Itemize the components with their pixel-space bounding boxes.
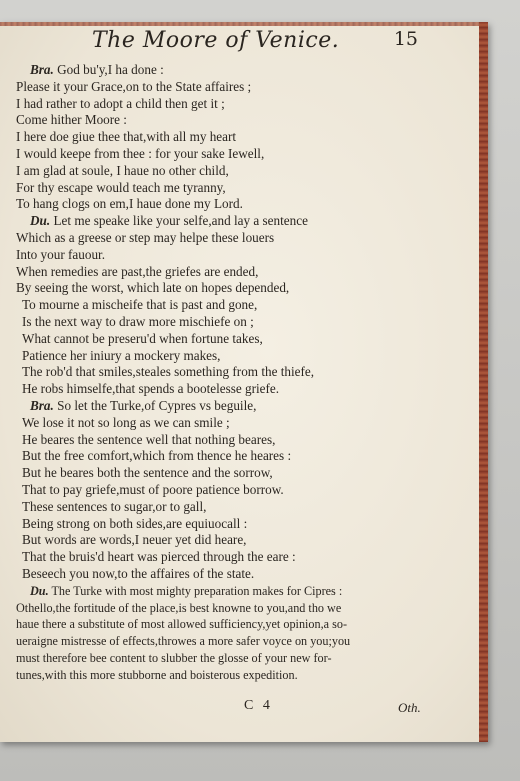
- speaker-prefix: Du.: [30, 213, 51, 229]
- text-line: [14, 264, 474, 281]
- text-line: [14, 532, 474, 549]
- text-line: [14, 381, 474, 398]
- text-line: [14, 465, 474, 482]
- text-line: [14, 650, 474, 667]
- text-line: [14, 448, 474, 465]
- line-text: The rob'd that smiles,steales something from the thiefe,: [22, 364, 315, 380]
- line-text: The Turke with most mighty preparation makes for Cipres :: [48, 583, 343, 598]
- text-line: [14, 297, 474, 314]
- page-header: [0, 28, 470, 58]
- line-text: For thy escape would teach me tyranny,: [16, 179, 226, 195]
- line-text: He beares the sentence well that nothing beares,: [22, 431, 276, 447]
- text-line: [14, 314, 474, 331]
- text-line: [14, 364, 474, 381]
- text-line: [14, 633, 474, 650]
- line-text: Let me speake like your selfe,and lay a sentence: [50, 213, 308, 229]
- text-line: [14, 62, 474, 79]
- text-line: [14, 583, 474, 600]
- text-line: [14, 163, 474, 180]
- line-text: God bu'y,I ha done :: [53, 62, 164, 77]
- line-text: When remedies are past,the griefes are ended,: [16, 263, 259, 279]
- page-number: 15: [393, 28, 418, 50]
- line-text: But words are words,I neuer yet did heare,: [22, 532, 247, 548]
- text-line: [14, 482, 474, 499]
- line-text: So let the Turke,of Cypres vs beguile,: [53, 397, 257, 413]
- text-line: [14, 180, 474, 197]
- line-text: Please it your Grace,on to the State affaires ;: [16, 78, 252, 94]
- line-text: But the free comfort,which from thence he heares :: [22, 448, 292, 464]
- line-text: I here doe giue thee that,with all my heart: [16, 129, 237, 145]
- text-line: [14, 79, 474, 96]
- line-text: I would keepe from thee : for your sake Iewell,: [16, 145, 265, 161]
- line-text: must therefore bee content to slubber the glosse of your new for-: [16, 650, 332, 665]
- line-text: Which as a greese or step may helpe these louers: [16, 229, 275, 245]
- text-line: [14, 112, 474, 129]
- line-text: But he beares both the sentence and the sorrow,: [22, 465, 273, 481]
- line-text: Beseech you now,to the affaires of the state.: [22, 565, 255, 581]
- line-text: Come hither Moore :: [16, 112, 127, 128]
- text-line: [14, 348, 474, 365]
- line-text: Into your fauour.: [16, 246, 105, 262]
- text-line: [14, 566, 474, 583]
- speaker-prefix: Du.: [30, 583, 49, 598]
- page-binding-edge: [479, 22, 488, 742]
- line-text: Is the next way to draw more mischiefe on ;: [22, 313, 254, 329]
- line-text: I had rather to adopt a child then get it ;: [16, 95, 225, 111]
- text-line: [14, 129, 474, 146]
- text-line: [14, 516, 474, 533]
- line-text: That to pay griefe,must of poore patience borrow.: [22, 481, 284, 497]
- line-text: haue there a substitute of most allowed sufficiency,yet opinion,a so-: [16, 617, 348, 632]
- text-line: [14, 415, 474, 432]
- speaker-prefix: Bra.: [30, 397, 54, 413]
- line-text: What cannot be preseru'd when fortune takes,: [22, 330, 263, 346]
- text-line: [14, 213, 474, 230]
- line-text: By seeing the worst, which late on hopes depended,: [16, 280, 290, 296]
- page-top-edge: [0, 22, 488, 26]
- text-line: [14, 196, 474, 213]
- line-text: ueraigne mistresse of effects,throwes a more safer voyce on you;you: [16, 634, 351, 649]
- text-line: [14, 230, 474, 247]
- text-line: [14, 247, 474, 264]
- book-page: [0, 22, 488, 742]
- line-text: To mourne a mischeife that is past and gone,: [22, 297, 258, 313]
- text-line: [14, 616, 474, 633]
- text-line: [14, 331, 474, 348]
- line-text: That the bruis'd heart was pierced through the eare :: [22, 549, 296, 565]
- text-line: [14, 280, 474, 297]
- text-line: [14, 96, 474, 113]
- line-text: tunes,with this more stubborne and boisterous expedition.: [16, 667, 298, 682]
- page-footer: [0, 698, 470, 718]
- text-line: [14, 146, 474, 163]
- text-line: [14, 432, 474, 449]
- line-text: To hang clogs on em,I haue done my Lord.: [16, 196, 243, 212]
- text-line: [14, 549, 474, 566]
- line-text: We lose it not so long as we can smile ;: [22, 414, 230, 430]
- catchword: Oth.: [398, 700, 421, 715]
- running-title: The Moore of Venice.: [92, 28, 340, 53]
- line-text: Othello,the fortitude of the place,is best knowne to you,and tho we: [16, 600, 342, 615]
- text-line: [14, 600, 474, 617]
- play-text: [14, 62, 474, 683]
- line-text: These sentences to sugar,or to gall,: [22, 498, 207, 514]
- text-line: [14, 398, 474, 415]
- line-text: He robs himselfe,that spends a bootelesse griefe.: [22, 381, 280, 397]
- line-text: I am glad at soule, I haue no other child,: [16, 162, 229, 178]
- text-line: [14, 499, 474, 516]
- text-line: [14, 667, 474, 684]
- line-text: Patience her iniury a mockery makes,: [22, 347, 221, 363]
- speaker-prefix: Bra.: [30, 62, 54, 77]
- signature-mark: C 4: [244, 698, 273, 713]
- line-text: Being strong on both sides,are equiuocall :: [22, 515, 248, 531]
